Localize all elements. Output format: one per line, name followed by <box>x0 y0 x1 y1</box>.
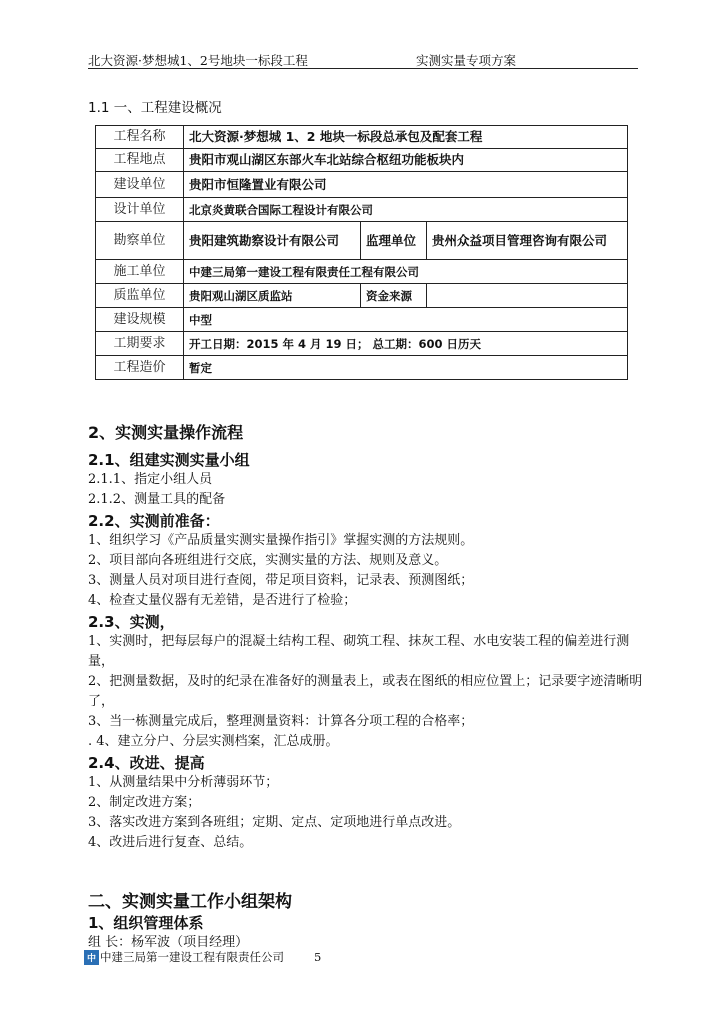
page-number: 5 <box>314 950 322 964</box>
project-name-value: 北大资源·梦想城 1、2 地块一标段总承包及配套工程 <box>184 126 628 149</box>
heading-org-1: 1、组织管理体系 <box>88 914 204 932</box>
table-row <box>96 284 628 308</box>
cscec-logo-icon: 中 <box>84 950 99 965</box>
paragraph: 4、检查丈量仪器有无差错，是否进行了检验； <box>88 593 357 608</box>
paragraph-leader: 组 长：杨军波（项目经理） <box>88 935 249 950</box>
survey-value: 贵阳建筑勘察设计有限公司 <box>184 222 361 260</box>
schedule-label: 工期要求 <box>96 332 184 356</box>
table-row <box>96 222 628 260</box>
paragraph: 3、测量人员对项目进行查阅，带足项目资料，记录表、预测图纸； <box>88 573 474 588</box>
paragraph: 2.1.2、测量工具的配备 <box>88 492 226 507</box>
heading-2-4: 2.4、改进、提高 <box>88 754 205 772</box>
table-row <box>96 149 628 172</box>
quality-label: 质监单位 <box>96 284 184 308</box>
header-project: 北大资源·梦想城1、2号地块一标段工程 <box>88 53 308 68</box>
location-value: 贵阳市观山湖区东部火车北站综合枢纽功能板块内 <box>184 149 628 172</box>
scale-value: 中型 <box>184 308 628 332</box>
schedule-value: 开工日期：2015 年 4 月 19 日； 总工期：600 日历天 <box>184 332 628 356</box>
designer-label: 设计单位 <box>96 198 184 222</box>
supervisor-label: 监理单位 <box>361 222 427 260</box>
table-row <box>96 260 628 284</box>
cost-value: 暂定 <box>184 356 628 380</box>
table-row <box>96 198 628 222</box>
table-row <box>96 356 628 380</box>
footer-company: 中建三局第一建设工程有限责任公司 <box>100 950 284 964</box>
paragraph: 1、从测量结果中分析薄弱环节； <box>88 775 279 790</box>
heading-2-1: 2.1、组建实测实量小组 <box>88 451 250 469</box>
survey-label: 勘察单位 <box>96 222 184 260</box>
header-doc-title: 实测实量专项方案 <box>416 53 517 68</box>
quality-value: 贵阳观山湖区质监站 <box>184 284 361 308</box>
document-body <box>88 420 648 953</box>
funding-value <box>427 284 628 308</box>
paragraph: 3、当一栋测量完成后，整理测量资料：计算各分项工程的合格率； <box>88 714 474 729</box>
paragraph: 2、把测量数据，及时的纪录在准备好的测量表上，或表在图纸的相应位置上；记录要字迹清晰明了， <box>88 674 643 709</box>
section-1-1-heading: 1.1 一、工程建设概况 <box>88 100 222 116</box>
paragraph: . 4、建立分户、分层实测档案，汇总成册。 <box>88 734 339 749</box>
funding-label: 资金来源 <box>361 284 427 308</box>
heading-2-2: 2.2、实测前准备： <box>88 512 220 530</box>
paragraph: 1、实测时，把每层每户的混凝土结构工程、砌筑工程、抹灰工程、水电安装工程的偏差进行测量， <box>88 634 630 669</box>
table-row <box>96 126 628 149</box>
paragraph: 2、制定改进方案； <box>88 795 201 810</box>
cost-label: 工程造价 <box>96 356 184 380</box>
contractor-label: 施工单位 <box>96 260 184 284</box>
paragraph: 2、项目部向各班组进行交底，实测实量的方法、规则及意义。 <box>88 553 448 568</box>
location-label: 工程地点 <box>96 149 184 172</box>
paragraph: 2.1.1、指定小组人员 <box>88 472 213 487</box>
heading-2-3: 2.3、实测， <box>88 613 175 631</box>
page-footer <box>84 949 321 965</box>
supervisor-value: 贵州众益项目管理咨询有限公司 <box>427 222 628 260</box>
contractor-value: 中建三局第一建设工程有限责任工程有限公司 <box>184 260 628 284</box>
builder-value: 贵阳市恒隆置业有限公司 <box>184 172 628 198</box>
paragraph: 1、组织学习《产品质量实测实量操作指引》掌握实测的方法规则。 <box>88 533 474 548</box>
page-header <box>88 48 638 69</box>
table-row <box>96 172 628 198</box>
heading-process: 2、实测实量操作流程 <box>88 423 244 442</box>
paragraph: 4、改进后进行复查、总结。 <box>88 835 253 850</box>
builder-label: 建设单位 <box>96 172 184 198</box>
table-row <box>96 332 628 356</box>
project-info-table <box>95 125 628 380</box>
designer-value: 北京炎黄联合国际工程设计有限公司 <box>184 198 628 222</box>
paragraph: 3、落实改进方案到各班组；定期、定点、定项地进行单点改进。 <box>88 815 461 830</box>
heading-org: 二、实测实量工作小组架构 <box>88 892 292 912</box>
scale-label: 建设规模 <box>96 308 184 332</box>
table-row <box>96 308 628 332</box>
project-name-label: 工程名称 <box>96 126 184 149</box>
